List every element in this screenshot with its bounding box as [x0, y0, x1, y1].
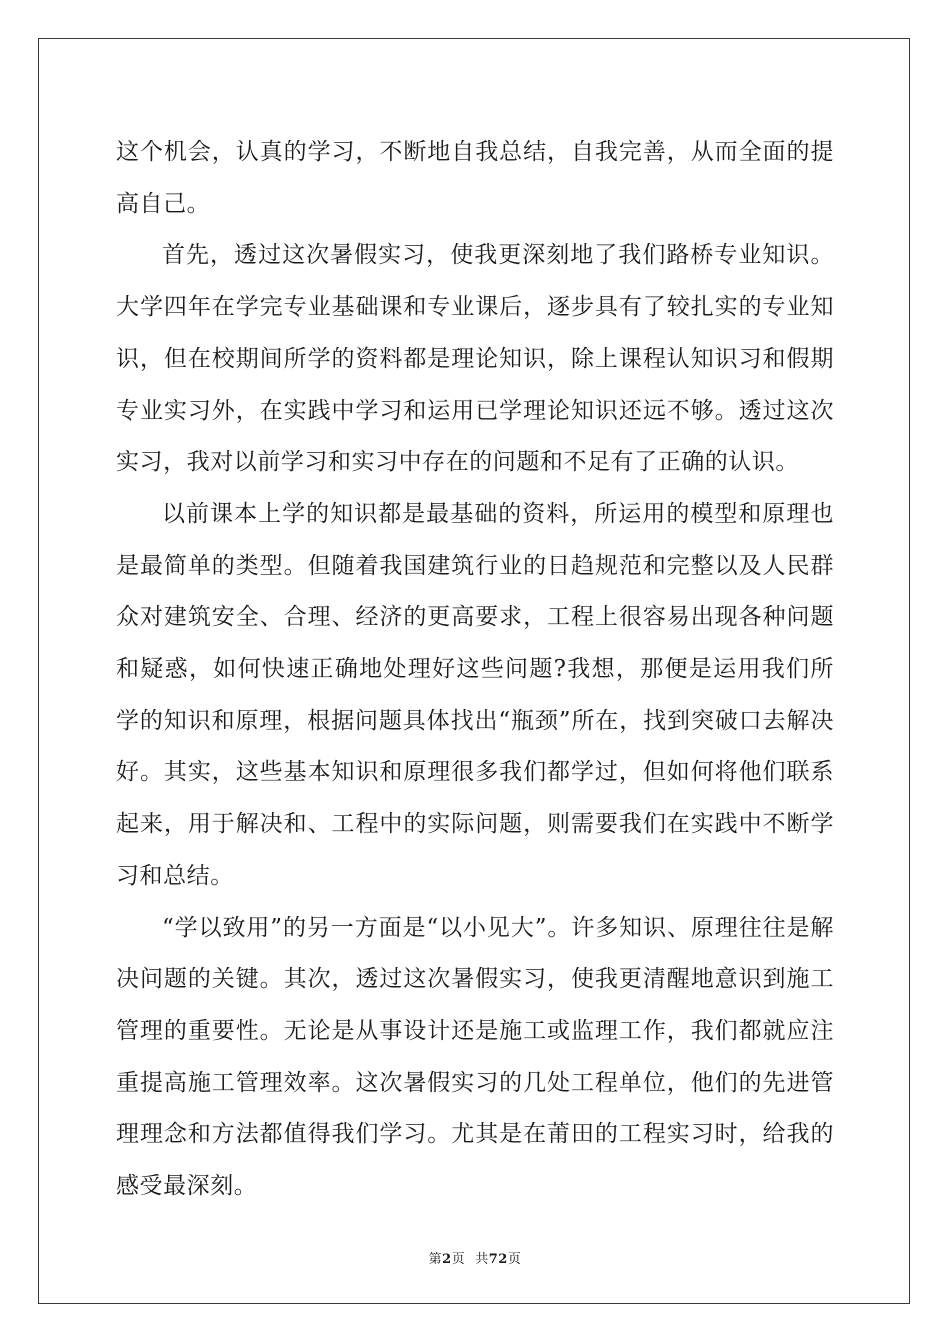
total-prefix: 共 [475, 1252, 489, 1267]
page-prefix: 第 [428, 1252, 443, 1267]
paragraph: 首先，透过这次暑假实习，使我更深刻地了我们路桥专业知识。大学四年在学完专业基础课和专业课后，逐步具有了较扎实的专业知识，但在校期间所学的资料都是理论知识，除上课程认知识习和假期专业实习外，在实践中学习和运用已学理论知识还远不够。透过这次实习，我对以前学习和实习中存在的问题和不足有了正确的认识。 [116, 242, 834, 476]
current-page-number: 2 [442, 1252, 452, 1267]
total-pages-number: 72 [488, 1252, 508, 1267]
paragraph: “学以致用”的另一方面是“以小见大”。许多知识、原理往往是解决问题的关键。其次，透过这次暑假实习，使我更清醒地意识到施工管理的重要性。无论是从事设计还是施工或监理工作，我们都就应注重提高施工管理效率。这次暑假实习的几处工程单位，他们的先进管理理念和方法都值得我们学习。尤其是在莆田的工程实习时，给我的感受最深刻。 [116, 914, 834, 1200]
paragraph: 以前课本上学的知识都是最基础的资料，所运用的模型和原理也是最简单的类型。但随着我国建筑行业的日趋规范和完整以及人民群众对建筑安全、合理、经济的更高要求，工程上很容易出现各种问题和疑惑，如何快速正确地处理好这些问题?我想，那便是运用我们所学的知识和原理，根据问题具体找出“瓶颈”所在，找到突破口去解决好。其实，这些基本知识和原理很多我们都学过，但如何将他们联系起来，用于解决和、工程中的实际问题，则需要我们在实践中不断学习和总结。 [116, 500, 834, 889]
page-footer [0, 1248, 950, 1267]
page-suffix: 页 [451, 1252, 466, 1267]
total-suffix: 页 [507, 1252, 522, 1267]
document-body [116, 127, 834, 1213]
paragraph-continuation: 这个机会，认真的学习，不断地自我总结，自我完善，从而全面的提高自己。 [116, 139, 834, 217]
